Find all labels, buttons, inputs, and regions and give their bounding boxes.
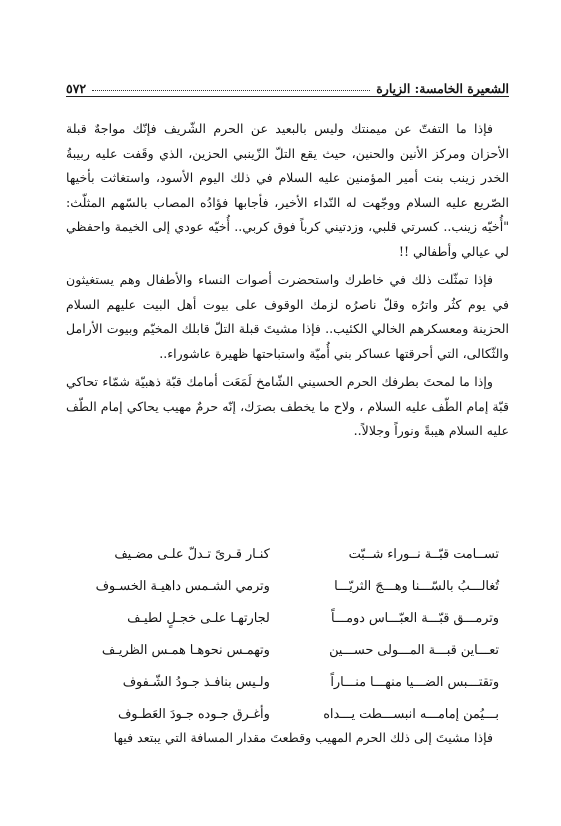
verse-first-hemistich: تُغالـــبُ بالسّـــنا وهـــجَ الثريّـــا (334, 578, 499, 594)
paragraph-2: فإذا تمثّلت ذلك في خاطرك واستحضرت أصوات النساء والأطفال وهم يستغيثون في يوم كثُر واترُه وقلّ ناصرُه لزمك الوقوف على بيوت أهل البيت عليهم السلام الحزينة ومعسكرهم الخالي الكئيب.. فإذا مشيتَ قبلة التلّ قابلك المخيّم وبيوت الأرامل والثّكالى، التي أحرقتها عساكر بني أُميّة واستباحتها ظهيرة عاشوراء.. (66, 272, 509, 361)
verse-second-hemistich: وأغـرق جـوده جـودَ العَطـوف (118, 706, 270, 722)
verse-first-hemistich: تســامت قبّــة نــوراء شــبّت (348, 546, 499, 562)
poem-verse (66, 666, 509, 698)
verse-first-hemistich: وترمـــق قبّـــة العبّـــاس دومـــاً (330, 610, 499, 626)
verse-second-hemistich: كنـار قـرىً تـدلّ علـى مضـيف (114, 546, 270, 562)
page-number: ٥٧٢ (66, 81, 87, 96)
poem-verse (66, 538, 509, 570)
verse-first-hemistich: بـــيُمن إمامـــه انبســـطت يـــداه (323, 706, 499, 722)
verse-second-hemistich: لجارتهـا علـى خجـلٍ لطيـف (127, 610, 270, 626)
poem-verse (66, 602, 509, 634)
verse-second-hemistich: وتهمـس نحوهـا همـس الظريـف (101, 642, 270, 658)
body-text (66, 117, 509, 448)
verse-second-hemistich: وترمي الشـمس داهيـة الخسـوف (95, 578, 270, 594)
paragraph-1: فإذا ما التفتّ عن ميمنتك وليس بالبعيد عن الحرم الشّريف فإنّك مواجهٌ قبلة الأحزان ومركز الأنين والحنين، حيث يقع التلّ الزّينبي الحزين، الذي وقَفت عليه ربيبةُ الخدر زينب بنت أمير المؤمنين عليه السلام في ذلك اليوم الأسود، واستغاثت بأخيها الصّريع عليه السلام ووجّهت له النّداء الأخير، فأجابها فؤادُه المصاب بالسّهم المثلّث: "أُخيّه زينب.. كسرتي قلبي، وزدتيني كرباً فوق كربي.. أُخيّه عودي إلى الخيمة واحفظي لي عيالي وأطفالي !! (66, 121, 509, 259)
closing-line: فإذا مشيتَ إلى ذلك الحرم المهيب وقطعتَ مقدار المسافة التي يبتعد فيها (113, 730, 493, 745)
header-dotted-leader (92, 90, 370, 91)
poem-verse (66, 634, 509, 666)
verse-second-hemistich: ولـيس بنافـذ جـودُ الشّـفوف (122, 674, 270, 690)
poem-verse (66, 570, 509, 602)
paragraph-3: وإذا ما لمحتَ بطرفك الحرم الحسيني الشّامخ لَمَعَت أمامك قبّة ذهبيّة شمّاء تحاكي قبّة إمام الطّف عليه السلام ، ولاح ما يخطف بصرَك، إنّه حرمٌ مهيب يحاكي إمام الطّف عليه السلام هيبةً ونوراً وجلالاً.. (66, 374, 509, 438)
chapter-title: الشعيرة الخامسة: الزيارة (376, 81, 509, 96)
poem (66, 538, 509, 730)
page-header (66, 74, 509, 97)
verse-first-hemistich: تعـــاين قبـــة المـــولى حســـين (329, 642, 499, 658)
verse-first-hemistich: وتقتـــبس الضـــيا منهـــا منـــاراً (330, 674, 499, 690)
